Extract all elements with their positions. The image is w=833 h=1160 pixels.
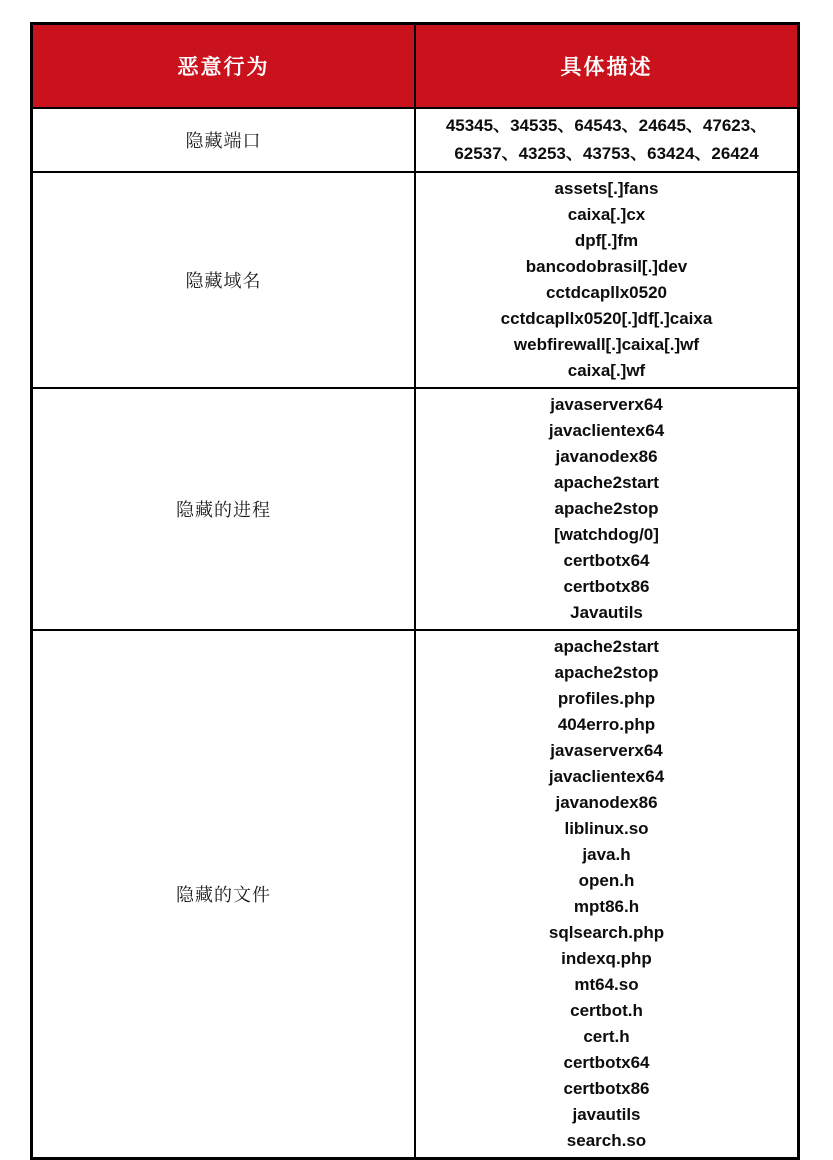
behavior-cell: 隐藏域名 [32, 172, 416, 388]
description-line: bancodobrasil[.]dev [525, 257, 688, 276]
description-line: 62537、43253、43753、63424、26424 [454, 144, 759, 163]
description-line: cert.h [583, 1027, 630, 1046]
description-cell [415, 172, 799, 388]
description-line: caixa[.]wf [567, 361, 646, 380]
table-row [32, 630, 799, 1159]
description-line: javaclientex64 [548, 421, 665, 440]
description-line: javanodex86 [555, 793, 658, 812]
description-line: indexq.php [561, 949, 652, 968]
description-line: javautils [572, 1105, 641, 1124]
description-line: caixa[.]cx [567, 205, 646, 224]
description-line: certbot.h [570, 1001, 643, 1020]
description-line: apache2stop [554, 499, 659, 518]
behavior-cell: 隐藏端口 [32, 108, 416, 172]
description-line: java.h [582, 845, 631, 864]
table-header [32, 24, 799, 109]
table-row [32, 388, 799, 630]
description-cell [415, 388, 799, 630]
malware-behavior-table [30, 22, 800, 1160]
description-line: 404erro.php [557, 715, 656, 734]
header-cell-behavior: 恶意行为 [32, 24, 416, 109]
table-row [32, 172, 799, 388]
description-line: liblinux.so [564, 819, 649, 838]
description-line: javaserverx64 [550, 741, 663, 760]
description-cell [415, 630, 799, 1159]
header-row [32, 24, 799, 109]
header-cell-description: 具体描述 [415, 24, 799, 109]
malware-behavior-table-wrap [30, 22, 800, 1160]
description-cell [415, 108, 799, 172]
description-line: profiles.php [557, 689, 656, 708]
description-line: javaclientex64 [548, 767, 665, 786]
description-line: certbotx64 [563, 1053, 650, 1072]
description-line: certbotx64 [563, 551, 650, 570]
description-line: mpt86.h [573, 897, 640, 916]
behavior-cell: 隐藏的进程 [32, 388, 416, 630]
description-line: certbotx86 [563, 577, 650, 596]
description-line: javaserverx64 [550, 395, 663, 414]
description-line: sqlsearch.php [548, 923, 665, 942]
description-line: cctdcapllx0520[.]df[.]caixa [500, 309, 713, 328]
table-body [32, 108, 799, 1159]
description-line: javanodex86 [555, 447, 658, 466]
description-line: cctdcapllx0520 [546, 283, 667, 302]
description-line: certbotx86 [563, 1079, 650, 1098]
table-row [32, 108, 799, 172]
description-line: apache2start [554, 637, 659, 656]
description-line: apache2stop [554, 663, 659, 682]
description-line: mt64.so [574, 975, 639, 994]
description-line: assets[.]fans [554, 179, 659, 198]
description-line: Javautils [570, 603, 643, 622]
description-line: open.h [578, 871, 635, 890]
description-line: dpf[.]fm [574, 231, 639, 250]
description-line: webfirewall[.]caixa[.]wf [513, 335, 700, 354]
description-line: [watchdog/0] [554, 525, 659, 544]
behavior-cell: 隐藏的文件 [32, 630, 416, 1159]
description-line: apache2start [554, 473, 659, 492]
description-line: 45345、34535、64543、24645、47623、 [445, 116, 768, 135]
description-line: search.so [566, 1131, 647, 1150]
